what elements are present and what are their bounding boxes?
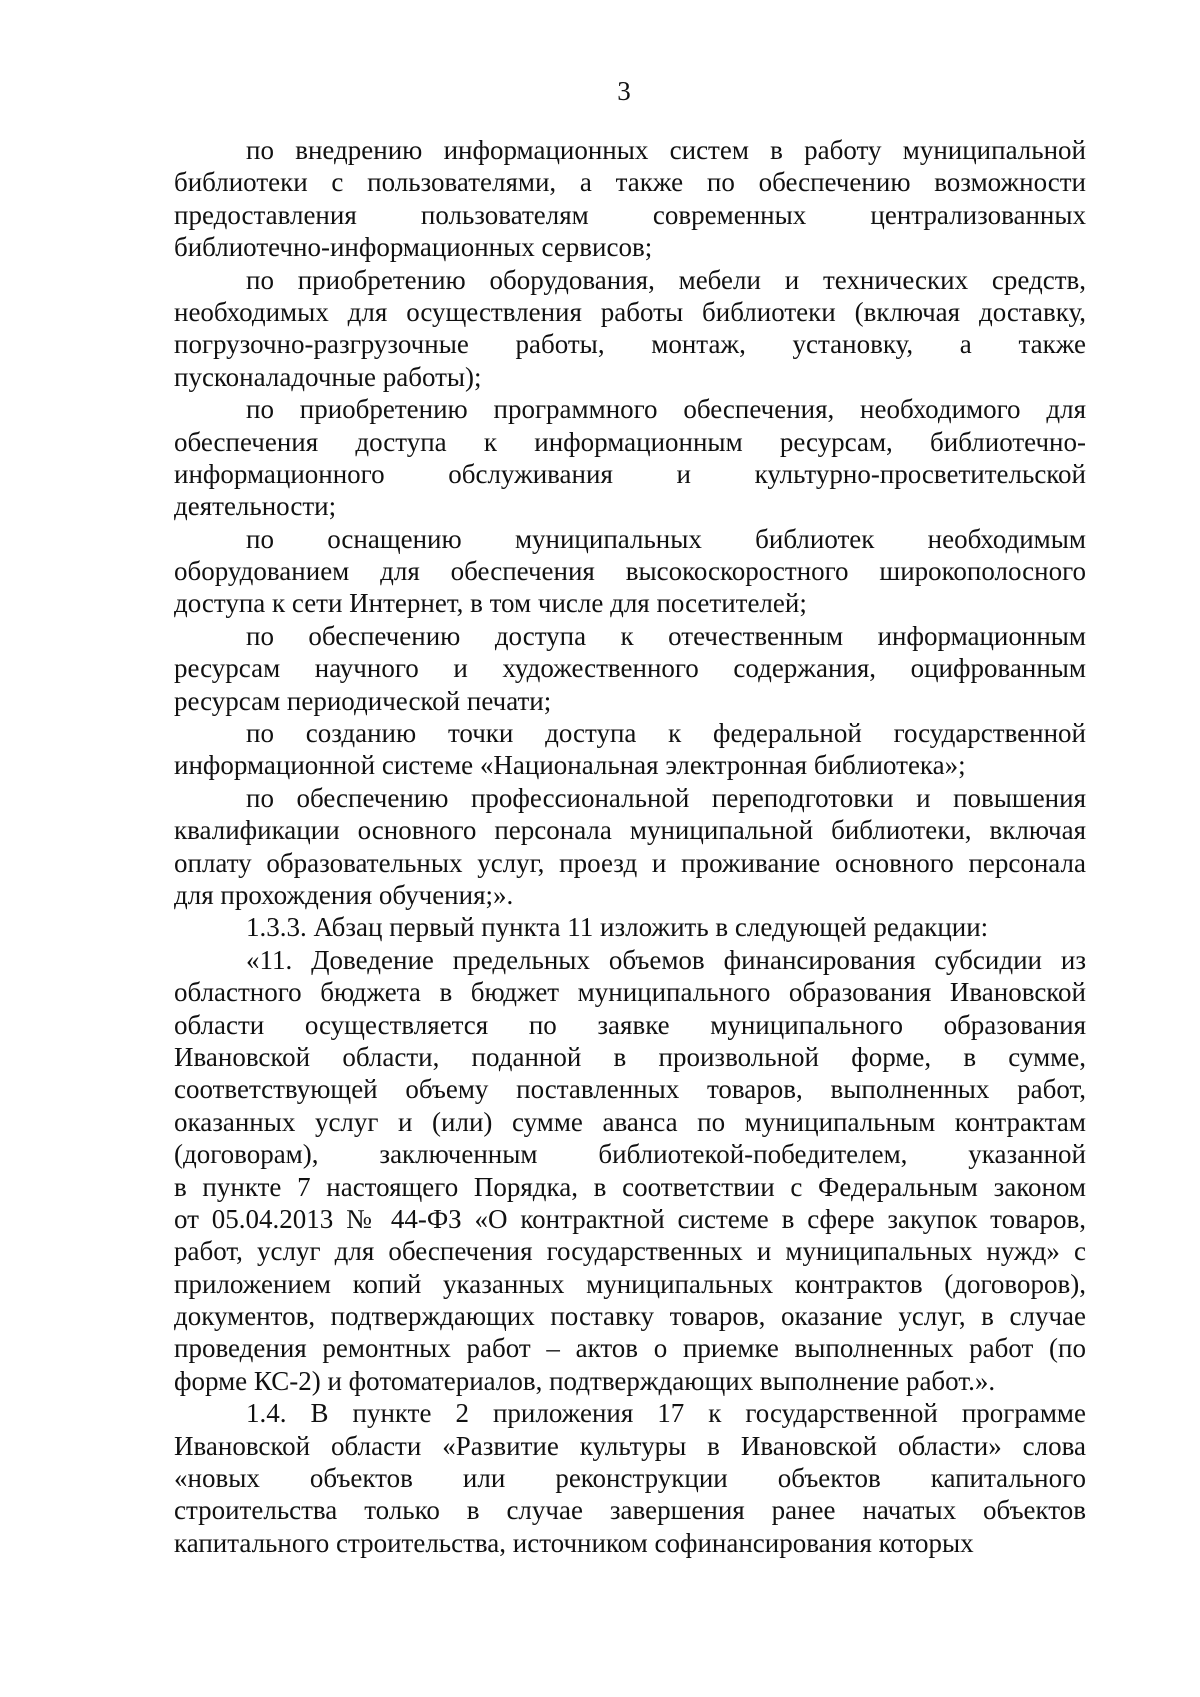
- document-body: [174, 134, 1086, 1559]
- text-line: по внедрению информационных систем в работу муниципальной: [246, 135, 1086, 165]
- paragraph: [174, 134, 1086, 264]
- text-line: необходимых для осуществления работы библиотеки (включая доставку,: [174, 296, 1086, 327]
- text-line: 1.3.3. Абзац первый пункта 11 изложить в следующей редакции:: [246, 912, 989, 943]
- paragraph: [174, 717, 1086, 782]
- text-line: информационной системе «Национальная электронная библиотека»;: [174, 750, 966, 781]
- text-line: погрузочно-разгрузочные работы, монтаж, установку, а также: [174, 329, 1086, 360]
- text-line: в пункте 7 настоящего Порядка, в соответствии с Федеральным законом: [174, 1171, 1086, 1202]
- text-line: форме КС-2) и фотоматериалов, подтверждающих выполнение работ.».: [174, 1365, 996, 1396]
- text-line: предоставления пользователям современных централизованных: [174, 199, 1086, 230]
- paragraph: [174, 782, 1086, 912]
- text-line: капитального строительства, источником софинансирования которых: [174, 1527, 974, 1558]
- text-line: Ивановской области «Развитие культуры в Ивановской области» слова: [174, 1430, 1086, 1461]
- text-line: приложением копий указанных муниципальных контрактов (договоров),: [174, 1268, 1086, 1299]
- text-line: по приобретению оборудования, мебели и технических средств,: [246, 264, 1086, 295]
- text-line: «11. Доведение предельных объемов финансирования субсидии из: [246, 944, 1086, 975]
- paragraph: [174, 620, 1086, 717]
- text-line: доступа к сети Интернет, в том числе для посетителей;: [174, 588, 807, 619]
- paragraph: [174, 264, 1086, 394]
- text-line: оборудованием для обеспечения высокоскоростного широкополосного: [174, 556, 1086, 587]
- text-line: (договорам), заключенным библиотекой-победителем, указанной: [174, 1139, 1086, 1170]
- text-line: библиотечно-информационных сервисов;: [174, 232, 653, 263]
- paragraph: [174, 523, 1086, 620]
- text-line: области осуществляется по заявке муниципального образования: [174, 1009, 1086, 1040]
- text-line: 1.4. В пункте 2 приложения 17 к государственной программе: [246, 1398, 1086, 1429]
- page-number: 3: [617, 76, 631, 106]
- paragraph: [174, 944, 1086, 1397]
- text-line: работ, услуг для обеспечения государственных и муниципальных нужд» с: [174, 1236, 1086, 1267]
- text-line: по созданию точки доступа к федеральной государственной: [246, 718, 1086, 749]
- text-line: соответствующей объему поставленных товаров, выполненных работ,: [174, 1074, 1086, 1105]
- text-line: по обеспечению доступа к отечественным информационным: [246, 620, 1086, 651]
- paragraph: [174, 393, 1086, 523]
- paragraph: [174, 1397, 1086, 1559]
- text-line: квалификации основного персонала муниципальной библиотеки, включая: [174, 815, 1086, 846]
- text-line: документов, подтверждающих поставку товаров, оказание услуг, в случае: [174, 1301, 1086, 1332]
- text-line: обеспечения доступа к информационным ресурсам, библиотечно-: [174, 426, 1086, 457]
- paragraph: [174, 911, 1086, 943]
- text-line: проведения ремонтных работ – актов о приемке выполненных работ (по: [174, 1333, 1086, 1364]
- text-line: для прохождения обучения;».: [174, 879, 514, 910]
- text-line: оплату образовательных услуг, проезд и проживание основного персонала: [174, 847, 1086, 878]
- text-line: по оснащению муниципальных библиотек необходимым: [246, 523, 1086, 554]
- text-line: ресурсам научного и художественного содержания, оцифрованным: [174, 653, 1086, 684]
- text-line: областного бюджета в бюджет муниципального образования Ивановской: [174, 977, 1086, 1008]
- text-line: по приобретению программного обеспечения, необходимого для: [246, 394, 1086, 425]
- text-line: по обеспечению профессиональной переподготовки и повышения: [246, 782, 1086, 813]
- text-line: информационного обслуживания и культурно-просветительской: [174, 458, 1086, 489]
- text-line: Ивановской области, поданной в произвольной форме, в сумме,: [174, 1041, 1086, 1072]
- text-line: пусконаладочные работы);: [174, 361, 482, 392]
- text-line: деятельности;: [174, 491, 337, 522]
- text-line: строительства только в случае завершения ранее начатых объектов: [174, 1495, 1086, 1526]
- text-line: оказанных услуг и (или) сумме аванса по муниципальным контрактам: [174, 1106, 1086, 1137]
- text-line: библиотеки с пользователями, а также по обеспечению возможности: [174, 167, 1086, 198]
- text-line: ресурсам периодической печати;: [174, 685, 552, 716]
- text-line: от 05.04.2013 № 44-ФЗ «О контрактной системе в сфере закупок товаров,: [174, 1203, 1086, 1234]
- text-line: «новых объектов или реконструкции объектов капитального: [174, 1463, 1086, 1494]
